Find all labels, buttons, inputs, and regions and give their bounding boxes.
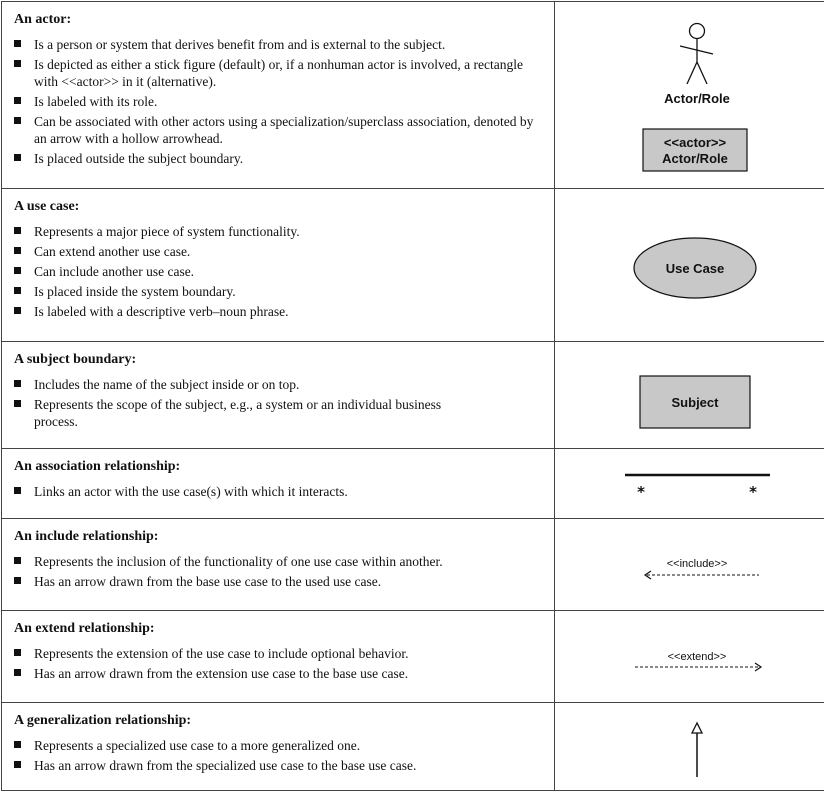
list-item: Has an arrow drawn from the base use case to the used use case. bbox=[12, 573, 544, 590]
subject-bullets bbox=[12, 376, 462, 430]
subject-description bbox=[2, 342, 555, 449]
list-item: Is labeled with a descriptive verb–noun phrase. bbox=[12, 303, 544, 320]
stick-figure-icon bbox=[680, 24, 713, 85]
list-item: Represents the extension of the use case to include optional behavior. bbox=[12, 645, 544, 662]
list-item: Is placed inside the system boundary. bbox=[12, 283, 544, 300]
use-case-description bbox=[2, 189, 555, 342]
list-item: Can be associated with other actors using a specialization/superclass association, denoted by an arrow with a hollow arrowhead. bbox=[12, 113, 544, 147]
include-title: An include relationship: bbox=[14, 529, 544, 545]
extend-symbol-cell bbox=[555, 611, 824, 703]
extend-title: An extend relationship: bbox=[14, 621, 544, 637]
row-association bbox=[2, 449, 824, 519]
list-item: Can extend another use case. bbox=[12, 243, 544, 260]
uml-notation-table bbox=[1, 1, 824, 791]
actor-stereotype: <<actor>> bbox=[664, 135, 727, 150]
row-subject-boundary bbox=[2, 342, 824, 449]
row-extend bbox=[2, 611, 824, 703]
include-label: <<include>> bbox=[667, 558, 728, 570]
extend-label: <<extend>> bbox=[668, 651, 727, 663]
extend-bullets bbox=[12, 645, 544, 682]
stick-figure-label: Actor/Role bbox=[664, 91, 730, 106]
list-item: Represents a major piece of system functionality. bbox=[12, 223, 544, 240]
generalization-bullets bbox=[12, 737, 544, 774]
include-description bbox=[2, 519, 555, 611]
generalization-title: A generalization relationship: bbox=[14, 713, 544, 729]
association-title: An association relationship: bbox=[14, 459, 544, 475]
extend-description bbox=[2, 611, 555, 703]
subject-symbol-cell bbox=[555, 342, 824, 449]
association-right-multiplicity: * bbox=[749, 483, 757, 501]
row-include bbox=[2, 519, 824, 611]
list-item: Has an arrow drawn from the extension use case to the base use case. bbox=[12, 665, 544, 682]
list-item: Is a person or system that derives benefit from and is external to the subject. bbox=[12, 36, 544, 53]
actor-bullets bbox=[12, 36, 544, 167]
list-item: Represents the scope of the subject, e.g., a system or an individual business process. bbox=[12, 396, 462, 430]
list-item: Links an actor with the use case(s) with which it interacts. bbox=[12, 483, 544, 500]
actor-symbols bbox=[555, 2, 824, 188]
list-item: Can include another use case. bbox=[12, 263, 544, 280]
generalization-symbol-cell bbox=[555, 703, 824, 791]
include-bullets bbox=[12, 553, 544, 590]
actor-box-label: Actor/Role bbox=[662, 151, 728, 166]
hollow-arrowhead-icon bbox=[692, 723, 702, 733]
row-generalization bbox=[2, 703, 824, 791]
list-item: Is labeled with its role. bbox=[12, 93, 544, 110]
use-case-bullets bbox=[12, 223, 544, 320]
association-symbol bbox=[555, 449, 824, 518]
actor-description bbox=[2, 2, 555, 189]
list-item: Has an arrow drawn from the specialized use case to the base use case. bbox=[12, 757, 544, 774]
use-case-symbol-cell bbox=[555, 189, 824, 342]
association-description bbox=[2, 449, 555, 519]
subject-symbol bbox=[555, 342, 824, 448]
actor-title: An actor: bbox=[14, 12, 544, 28]
list-item: Represents a specialized use case to a more generalized one. bbox=[12, 737, 544, 754]
association-bullets bbox=[12, 483, 544, 500]
list-item: Includes the name of the subject inside or on top. bbox=[12, 376, 462, 393]
actor-symbol-cell bbox=[555, 2, 824, 189]
association-left-multiplicity: * bbox=[637, 483, 645, 501]
use-case-symbol bbox=[555, 189, 824, 341]
association-symbol-cell bbox=[555, 449, 824, 519]
generalization-description bbox=[2, 703, 555, 791]
use-case-label: Use Case bbox=[666, 261, 725, 276]
subject-title: A subject boundary: bbox=[14, 352, 544, 368]
extend-symbol bbox=[555, 611, 824, 702]
row-use-case bbox=[2, 189, 824, 342]
include-symbol bbox=[555, 519, 824, 610]
list-item: Is depicted as either a stick figure (default) or, if a nonhuman actor is involved, a rectangle with <<actor>> in it (alternative). bbox=[12, 56, 544, 90]
subject-label: Subject bbox=[672, 395, 720, 410]
generalization-symbol bbox=[555, 703, 824, 790]
use-case-title: A use case: bbox=[14, 199, 544, 215]
list-item: Is placed outside the subject boundary. bbox=[12, 150, 544, 167]
row-actor bbox=[2, 2, 824, 189]
include-symbol-cell bbox=[555, 519, 824, 611]
list-item: Represents the inclusion of the functionality of one use case within another. bbox=[12, 553, 544, 570]
